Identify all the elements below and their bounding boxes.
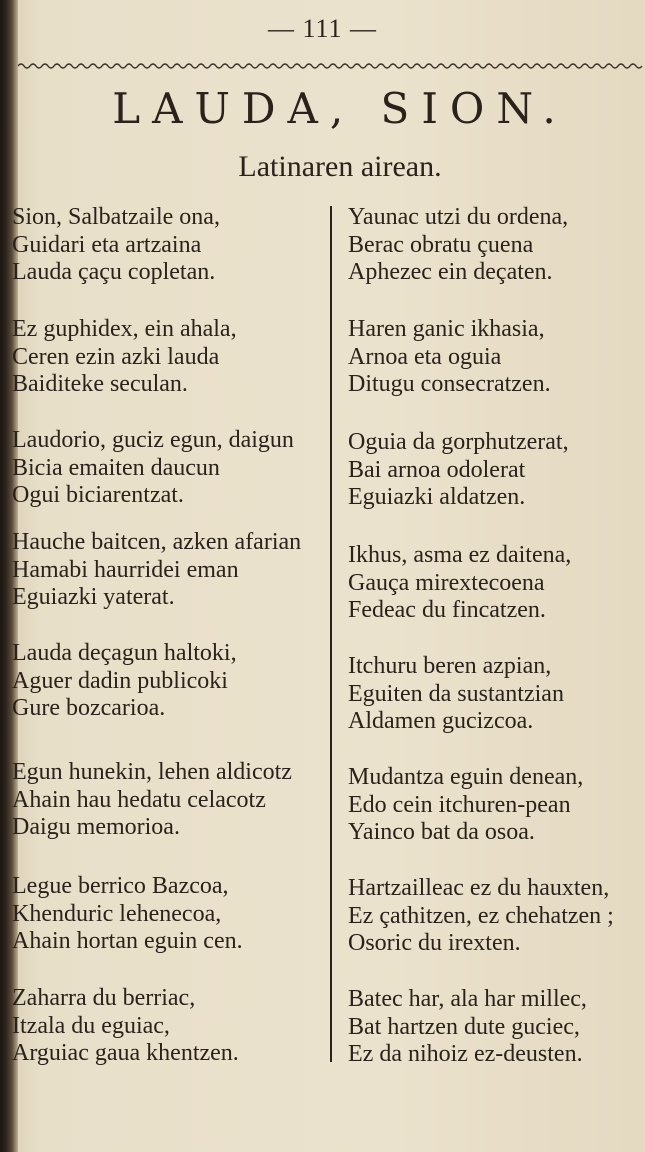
verse-line: Batec har, ala har millec, [348,986,587,1012]
verse-line: Lauda çaçu copletan. [12,259,216,285]
page-number: — 111 — [267,14,378,43]
verse-line: Arguiac gaua khentzen. [12,1040,239,1066]
verse-line: Bicia emaiten daucun [12,454,220,481]
left-stanza [12,427,294,510]
verse-line: Ez guphidex, ein ahala, [12,316,237,342]
verse-line: Eguiazki yaterat. [12,584,175,610]
right-stanza [348,653,564,736]
verse-line: Ahain hau hedatu celacotz [12,786,266,813]
left-stanza [12,873,243,956]
verse-line: Guidari eta artzaina [12,231,202,258]
verse-line: Yainco bat da osoa. [348,819,535,845]
verse-line: Ikhus, asma ez daitena, [348,542,572,568]
verse-line: Egun hunekin, lehen aldicotz [12,759,292,785]
verse-line: Ogui biciarentzat. [12,482,184,508]
verse-line: Bat hartzen dute guciec, [348,1013,580,1040]
verse-line: Osoric du irexten. [348,930,521,956]
right-stanza [348,764,583,847]
verse-line: Ceren ezin azki lauda [12,343,220,370]
verse-line: Khenduric lehenecoa, [12,900,222,927]
verse-line: Zaharra du berriac, [12,985,196,1011]
left-stanza [12,316,237,399]
verse-line: Gure bozcarioa. [12,695,166,721]
verse-line: Itchuru beren azpian, [348,653,552,679]
verse-line: Sion, Salbatzaile ona, [12,204,220,230]
verse-line: Daigu memorioa. [12,814,180,840]
verse-line: Edo cein itchuren-pean [348,791,571,818]
verse-line: Ez da nihoiz ez-deusten. [348,1041,583,1067]
left-stanza [12,529,301,612]
left-stanza [12,759,292,842]
verse-line: Legue berrico Bazcoa, [12,873,229,899]
right-stanza [348,316,551,399]
right-stanza [348,542,571,625]
column-divider [330,206,332,1062]
verse-line: Hartzailleac ez du hauxten, [348,875,610,901]
hymn-subtitle: Latinaren airean. [238,150,442,183]
left-stanza [12,204,220,287]
verse-line: Ez çathitzen, ez chehatzen ; [348,902,614,929]
verse-line: Baiditeke seculan. [12,371,188,397]
verse-line: Lauda deçagun haltoki, [12,640,237,666]
verse-line: Berac obratu çuena [348,231,534,258]
left-stanza [12,985,239,1068]
verse-line: Mudantza eguin denean, [348,764,584,790]
verse-line: Oguia da gorphutzerat, [348,429,569,455]
verse-line: Eguiazki aldatzen. [348,484,526,510]
verse-line: Eguiten da sustantzian [348,680,564,707]
verse-line: Aldamen gucizcoa. [348,708,534,734]
verse-line: Arnoa eta oguia [348,343,502,370]
verse-line: Hauche baitcen, azken afarian [12,529,302,555]
ornamental-rule [18,58,645,74]
verse-line: Fedeac du fincatzen. [348,597,546,623]
verse-line: Aphezec ein deçaten. [348,259,553,285]
right-stanza [348,429,569,512]
right-stanza [348,204,568,287]
verse-line: Gauça mirextecoena [348,569,545,596]
verse-line: Aguer dadin publicoki [12,667,228,694]
verse-line: Itzala du eguiac, [12,1012,170,1039]
verse-line: Ahain hortan eguin cen. [12,928,243,954]
verse-line: Laudorio, guciz egun, daigun [12,427,294,453]
left-stanza [12,640,237,723]
right-stanza [348,875,614,958]
right-stanza [348,986,587,1069]
verse-line: Haren ganic ikhasia, [348,316,545,342]
verse-line: Ditugu consecratzen. [348,371,551,397]
verse-line: Hamabi haurridei eman [12,556,239,583]
verse-line: Yaunac utzi du ordena, [348,204,569,230]
hymn-title: LAUDA, SION. [112,84,568,133]
verse-line: Bai arnoa odolerat [348,456,526,483]
